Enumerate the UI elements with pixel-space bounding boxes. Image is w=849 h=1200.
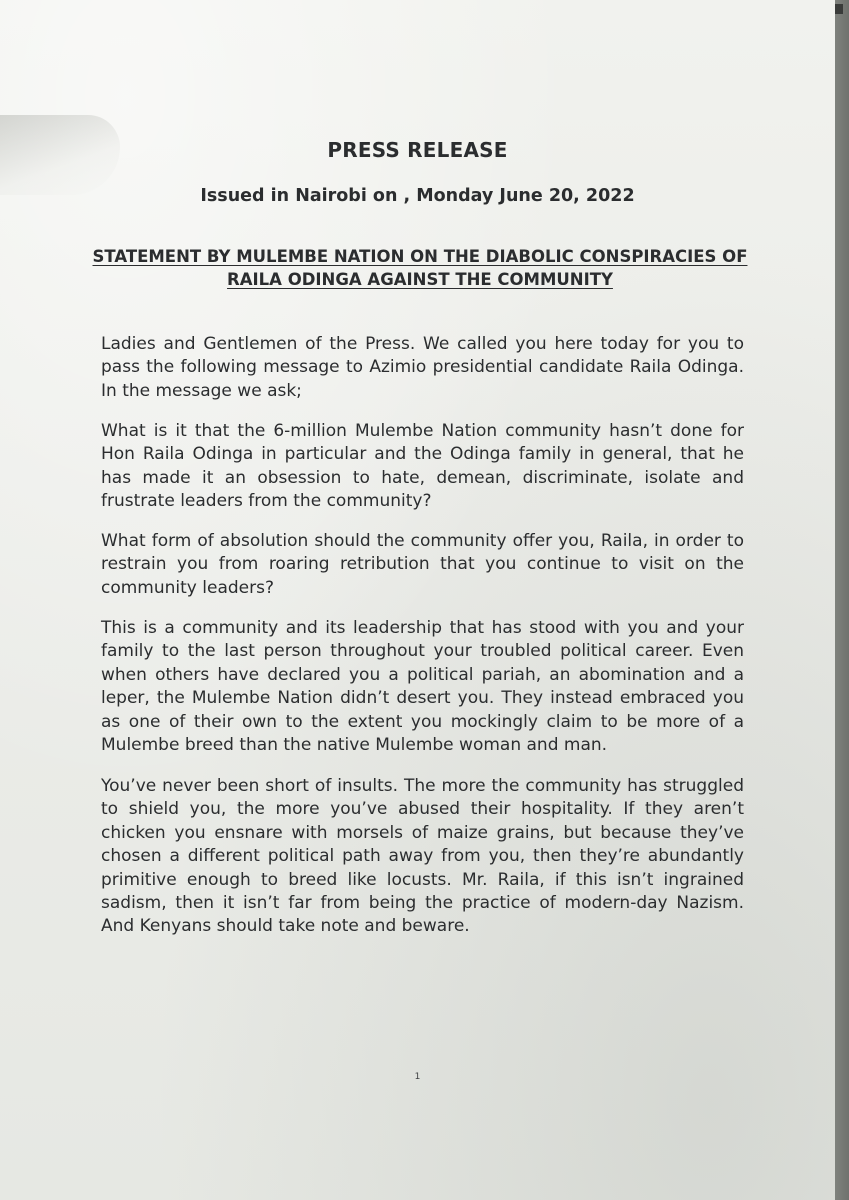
corner-mark <box>835 4 843 14</box>
statement-headline: STATEMENT BY MULEMBE NATION ON THE DIABOLIC CONSPIRACIES OF RAILA ODINGA AGAINST THE COMMUNITY <box>92 247 748 289</box>
background-surface <box>835 0 849 1200</box>
paragraph-4: This is a community and its leadership that has stood with you and your family to the last person throughout your troubled political career. Even when others have declared you a political pariah, an abomination and a leper, the Mulembe Nation didn’t desert you. They instead embraced you as one of their own to the extent you mockingly claim to be more of a Mulembe breed than the native Mulembe woman and man. <box>101 618 744 756</box>
page-number: 1 <box>414 1072 421 1082</box>
paragraph-1: Ladies and Gentlemen of the Press. We called you here today for you to pass the following message to Azimio presidential candidate Raila Odinga. In the message we ask; <box>101 334 744 401</box>
page-title: PRESS RELEASE <box>327 138 508 162</box>
paragraph-2: What is it that the 6-million Mulembe Nation community hasn’t done for Hon Raila Odinga in particular and the Odinga family in general, that he has made it an obsession to hate, demean, discriminate, isolate and frustrate leaders from the community? <box>101 421 744 512</box>
paragraph-5: You’ve never been short of insults. The more the community has struggled to shield you, the more you’ve abused their hospitality. If they aren’t chicken you ensnare with morsels of maize grains, but because they’ve chosen a different political path away from you, then they’re abundantly primitive enough to breed like locusts. Mr. Raila, if this isn’t ingrained sadism, then it isn’t far from being the practice of modern-day Nazism. And Kenyans should take note and beware. <box>101 776 744 937</box>
paragraph-3: What form of absolution should the community offer you, Raila, in order to restrain you from roaring retribution that you continue to visit on the community leaders? <box>101 531 744 598</box>
issue-date-line: Issued in Nairobi on , Monday June 20, 2022 <box>200 186 635 206</box>
